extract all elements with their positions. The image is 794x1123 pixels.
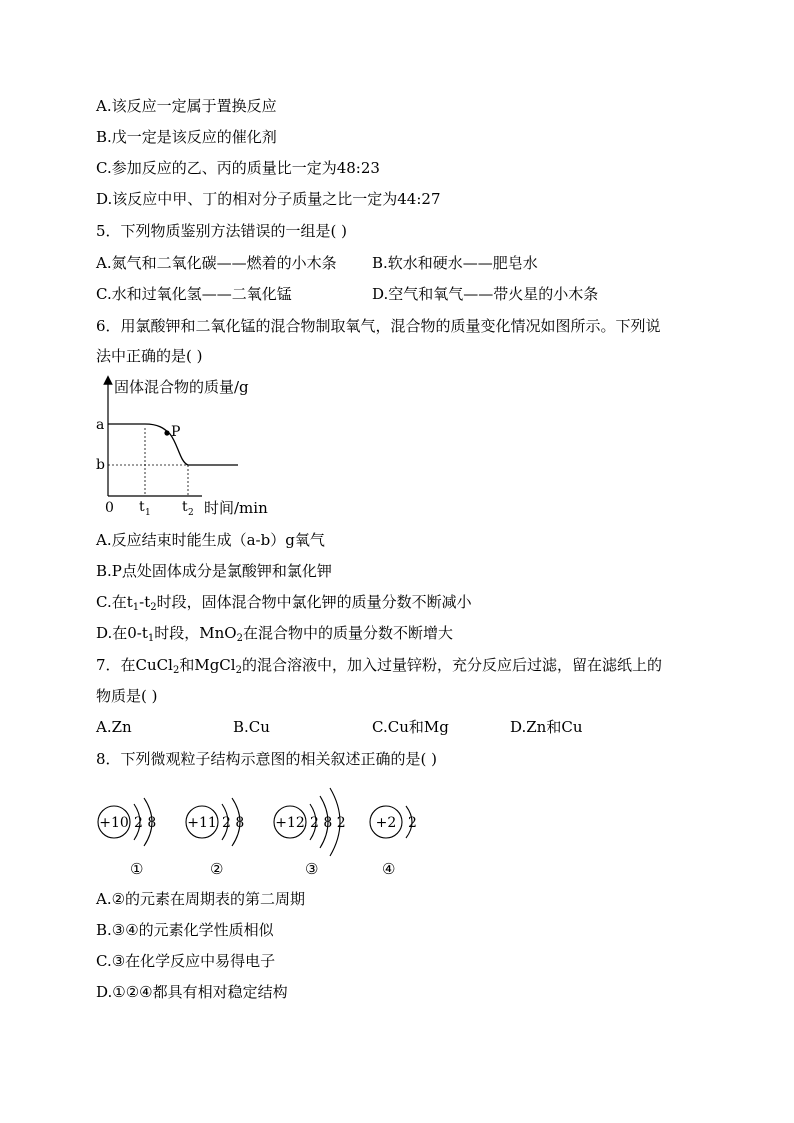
q5-stem: 5．下列物质鉴别方法错误的一组是( ) bbox=[96, 222, 348, 240]
structure-1-electrons: 2 8 bbox=[134, 815, 157, 831]
q8-atomic-structures bbox=[90, 778, 440, 880]
q7-stem-line2: 物质是( ) bbox=[96, 687, 158, 705]
q8-option-b: B.③④的元素化学性质相似 bbox=[96, 921, 274, 939]
q8-option-d: D.①②④都具有相对稳定结构 bbox=[96, 983, 288, 1001]
graph-y-label: 固体混合物的质量/g bbox=[114, 378, 249, 396]
structure-4-label: ④ bbox=[382, 860, 396, 878]
q4-option-b: B.戊一定是该反应的催化剂 bbox=[96, 128, 277, 146]
q8-stem: 8．下列微观粒子结构示意图的相关叙述正确的是( ) bbox=[96, 750, 438, 768]
q8-option-a: A.②的元素在周期表的第二周期 bbox=[96, 890, 306, 908]
graph-label-a: a bbox=[96, 417, 105, 433]
q6-stem-line1: 6．用氯酸钾和二氧化锰的混合物制取氧气，混合物的质量变化情况如图所示。下列说 bbox=[96, 317, 661, 335]
q6-option-d: D.在$0-t_1$时段，MnO$_2$在混合物中的质量分数不断增大 bbox=[96, 624, 453, 644]
q6-option-c: C.在$t_1-t_2$时段，固体混合物中氯化钾的质量分数不断减小 bbox=[96, 593, 472, 613]
structure-2-label: ② bbox=[210, 860, 224, 878]
q6-mass-time-graph bbox=[90, 372, 280, 522]
q7-option-d: D.Zn和Cu bbox=[510, 718, 583, 736]
graph-x-label: 时间/min bbox=[204, 499, 268, 517]
q5-option-b: B.软水和硬水——肥皂水 bbox=[372, 254, 538, 272]
q7-stem-line1: 7．在CuCl$_2$和MgCl$_2$的混合溶液中，加入过量锌粉，充分反应后过滤，留在滤纸上的 bbox=[96, 656, 662, 676]
q4-option-d: D.该反应中甲、丁的相对分子质量之比一定为44:27 bbox=[96, 190, 441, 208]
q4-option-c: C.参加反应的乙、丙的质量比一定为48:23 bbox=[96, 159, 380, 177]
structure-3-nucleus: +12 bbox=[275, 815, 305, 831]
q7-option-c: C.Cu和Mg bbox=[372, 718, 449, 736]
graph-origin-label: 0 bbox=[105, 500, 114, 516]
q6-option-b: B.P点处固体成分是氯酸钾和氯化钾 bbox=[96, 562, 332, 580]
graph-t2-sub: 2 bbox=[188, 508, 194, 518]
structure-4-electrons: 2 bbox=[408, 815, 417, 831]
graph-t2-label: t bbox=[182, 499, 188, 515]
structure-3-electrons: 2 8 2 bbox=[310, 815, 346, 831]
q4-option-a: A.该反应一定属于置换反应 bbox=[96, 97, 277, 115]
graph-point-p bbox=[164, 430, 169, 435]
structure-4-nucleus: +2 bbox=[375, 815, 397, 831]
q8-option-c: C.③在化学反应中易得电子 bbox=[96, 952, 276, 970]
structure-2-electrons: 2 8 bbox=[222, 815, 245, 831]
structure-1-nucleus: +10 bbox=[99, 815, 129, 831]
graph-t1-sub: 1 bbox=[145, 508, 151, 518]
structure-1-label: ① bbox=[130, 860, 144, 878]
structure-3-label: ③ bbox=[305, 860, 319, 878]
q6-stem-line2: 法中正确的是( ) bbox=[96, 347, 203, 365]
q7-option-b: B.Cu bbox=[233, 718, 270, 736]
q5-option-d: D.空气和氧气——带火星的小木条 bbox=[372, 285, 599, 303]
q5-option-c: C.水和过氧化氢——二氧化锰 bbox=[96, 285, 292, 303]
q5-option-a: A.氮气和二氧化碳——燃着的小木条 bbox=[96, 254, 337, 272]
structure-2-nucleus: +11 bbox=[187, 815, 217, 831]
q6-option-a: A.反应结束时能生成（a-b）g氧气 bbox=[96, 531, 325, 549]
graph-label-b: b bbox=[96, 457, 105, 473]
graph-t1-label: t bbox=[139, 499, 145, 515]
q7-option-a: A.Zn bbox=[96, 718, 132, 736]
graph-point-p-label: P bbox=[171, 424, 181, 440]
